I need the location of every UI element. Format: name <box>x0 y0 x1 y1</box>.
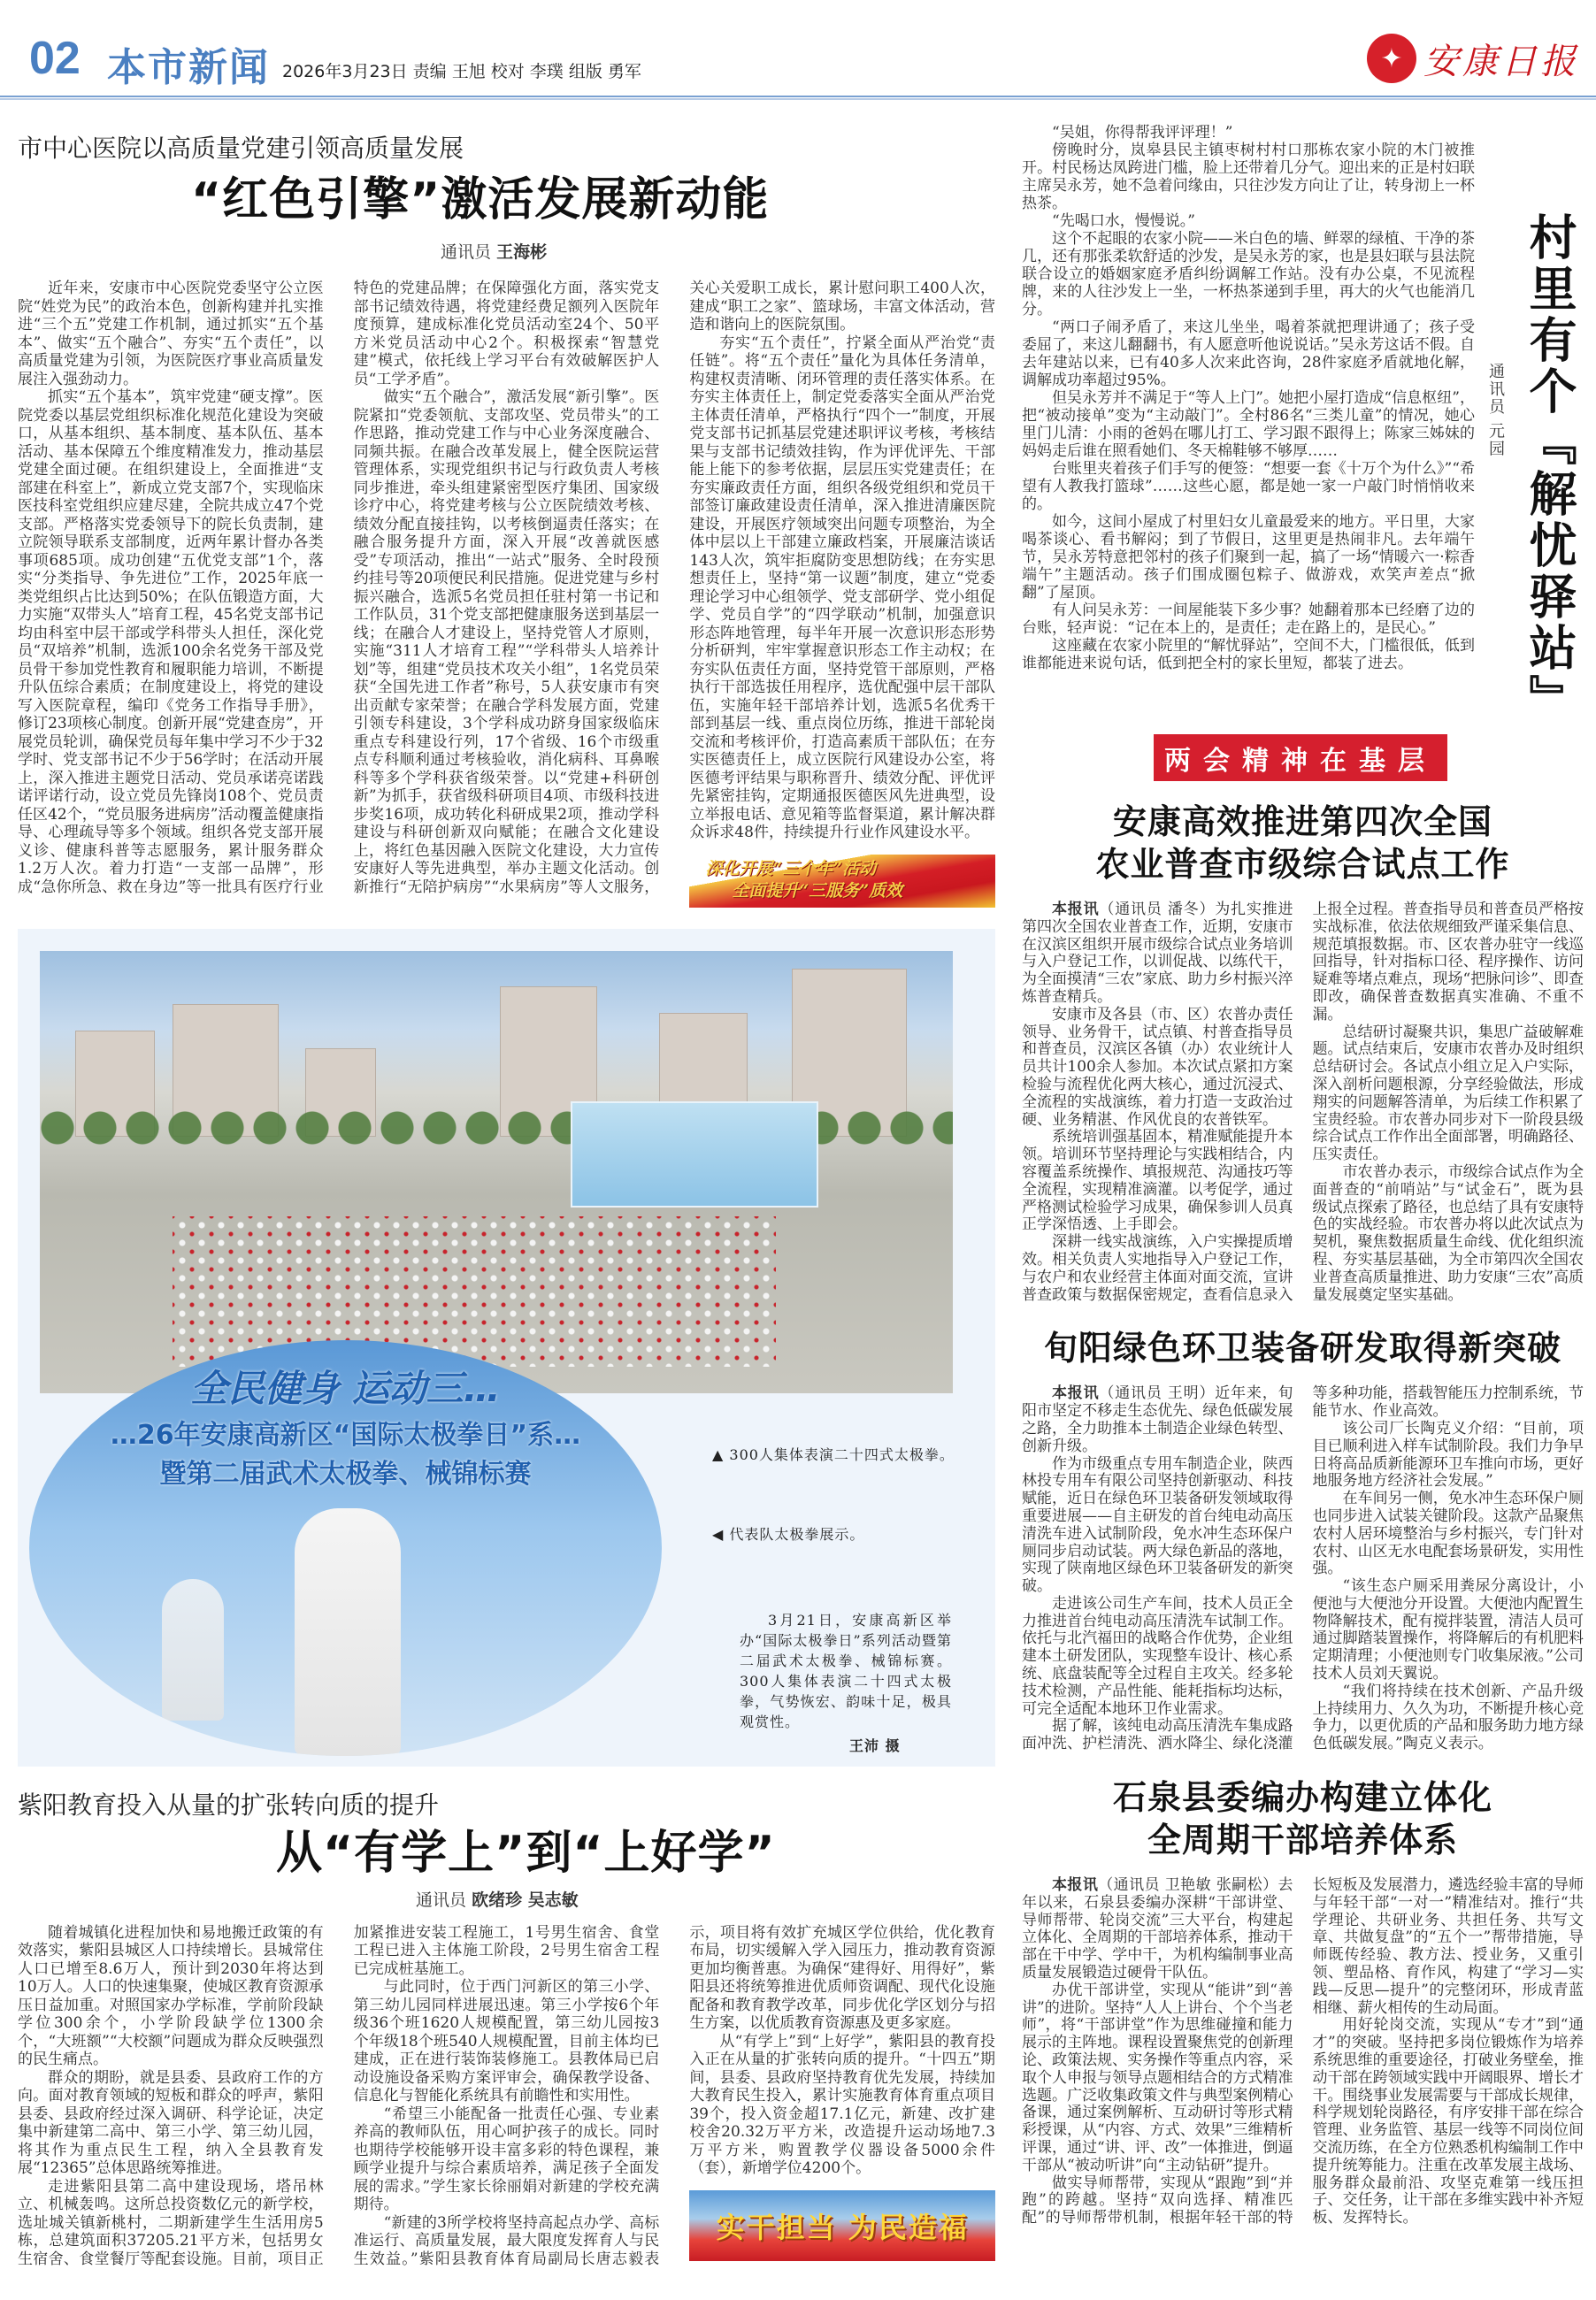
header-divider <box>0 96 1596 100</box>
stage-backdrop <box>571 1101 818 1208</box>
paragraph: 走进紫阳县第二高中建设现场，塔吊林立、机械轰鸣。这所总投资数亿元的新学校，选址城关镇新桃村，二期新建学生生活用房5栋，总建筑面积37205.21平方米，包括男女生宿舍、食堂餐厅等配套设施。目前，项目正加紧推进安装工程施工，1号男生宿舍、食堂工程已进入主体施工阶段，2号男生宿舍工程已完成桩基施工。 <box>18 1923 660 2268</box>
performer-figure <box>162 1579 224 1721</box>
article5-body <box>18 1924 995 2269</box>
byline-name: 欧绪珍 吴志敏 <box>472 1890 579 1910</box>
paragraph: “希望三小能配备一批责任心强、专业素养高的教师队伍，用心呵护孩子的成长。同时也期待学校能够开设丰富多彩的特色课程，兼顾学业提升与综合素质培养，满足孩子全面发展的需求。”学生家长徐丽娟对新建的学校充满期待。 <box>353 2104 660 2213</box>
article2-headline: 村里有个『解忧驿站』 <box>1522 212 1577 725</box>
article1-byline <box>441 241 995 264</box>
article2-byline: 通讯员 元园 <box>1486 363 1505 458</box>
paragraph-text: （通讯员 王明）近年来，旬阳市坚定不移走生态优先、绿色低碳发展之路，全力助推本土制造企业绿色转型、创新升级。 <box>1022 1384 1293 1455</box>
headline-line-1: 石泉县委编办构建立体化 <box>1112 1778 1492 1818</box>
article5-kicker: 紫阳教育投入从量的扩张转向质的提升 <box>18 1790 440 1820</box>
byline-name: 王海彬 <box>496 242 548 262</box>
paragraph: 该公司厂长陶克义介绍：“目前，项目已顺利进入样车试制阶段。我们力争早日将高品质新能源环卫车推向市场，更好地服务地方经济社会发展。” <box>1312 1419 1584 1491</box>
page-number: 02 <box>29 33 81 84</box>
left-column <box>18 133 995 2268</box>
photo-feature <box>18 929 995 1767</box>
paragraph: 有人问吴永芳：一间屋能装下多少事？她翻着那本已经磨了边的台账，轻声说：“记在本上的，是责任；走在路上的，是民心。” <box>1022 602 1475 637</box>
section-title: 本市新闻 <box>107 45 270 90</box>
paragraph <box>1022 1877 1293 1982</box>
byline-role: 通讯员 <box>416 1890 467 1910</box>
backdrop-text-3: 暨第二届武术太极拳、械锦标赛 <box>159 1458 532 1490</box>
paragraph <box>1022 901 1293 1007</box>
paragraph: 与此同时，位于西门河新区的第三小学、第三幼儿园同样进展迅速。第三小学按6个年级36个班1620人规模配置，第三幼儿园按3个年级18个班540人规模配置，目前主体均已建成，正在进行装饰装修施工。县教体局已启动设施设备采购方案评审会，确保教学设备、信息化与智能化系统具有前瞻性和实用性。 <box>353 1978 660 2104</box>
article2-body <box>1022 124 1475 725</box>
paragraph: 抓实“五个基本”，筑牢党建“硬支撑”。医院党委以基层党组织标准化规范化建设为突破口，从基本组织、基本制度、基本队伍、基本活动、基本保障五个维度精准发力，推动基层党建全面过硬。在组织建设上，全面推进“支部建在科室上”，新成立党支部7个，实现临床医技科室党组织应建尽建，全院共成立47个党支部。严格落实党委领导下的院长负责制，建立院领导联系支部制度，近两年累计督办各类事项685项。成功创建“五优党支部”1个，落实“分类指导、争先进位”工作，2025年底一类党组织占比达到50%；在队伍锻造方面，大力实施“双带头人”培育工程，45名党支部书记均由科室中层干部或学科带头人担任，深化党员“双培养”机制，选派100余名党务干部及党员骨干参加党性教育和履职能力培训，不断提升队伍综合素质；在制度建设上，将党的建设写入医院章程，编印《党务工作指导手册》，修订23项核心制度。创新开展“党建查房”，开展党员轮训，确保党员每年集中学习不少于32学时、党支部书记不少于56学时；在活动开展上，深入推进主题党日活动、党员承诺亮诺践诺评诺行动，设立党员先锋岗108个、党员责任区42个，“党员服务进病房”活动覆盖健康指导、心理疏导等多个领域。组织各党支部开展义诊、健康科普等志愿服务，累计服务群众1.2万人次。着力打造“一支部一品牌”，形成“急你所急、救在身边”等一批具有医疗行业特色的党建品牌；在保障强化方面，落实党支部书记绩效待遇，将党建经费足额列入医院年度预算，建成标准化党员活动室24个、50平方米党员活动中心2个。积极探索“智慧党建”模式，依托线上学习平台有效破解医护人员“工学矛盾”。 <box>18 280 660 896</box>
dateline-lead: 本报讯 <box>1052 1876 1099 1895</box>
paragraph: 夯实“五个责任”，拧紧全面从严治党“责任链”。将“五个责任”量化为具体任务清单，构建权责清晰、闭环管理的责任落实体系。在夯实主体责任上，制定党委落实全面从严治党主体责任清单，严格执行“四个一”制度，开展党支部书记抓基层党建述职评议考核，考核结果与支部书记绩效挂钩，作为评优评先、干部能上能下的参考依据，层层压实党建责任；在夯实廉政责任方面，组织各级党组织和党员干部签订廉政建设责任清单，深入推进清廉医院建设，开展医疗领域突出问题专项整治，为全体中层以上干部建立廉政档案，开展廉洁谈话143人次，筑牢拒腐防变思想防线；在夯实思想责任上，坚持“第一议题”制度，建立“党委理论学习中心组领学、党支部研学、党小组促学、党员自学”的“四学联动”机制，加强意识形态阵地管理，每半年开展一次意识形态形势分析研判，牢牢掌握意识形态工作主动权；在夯实队伍责任方面，坚持党管干部原则，严格执行干部选拔任用程序，选优配强中层干部队伍，实施年轻干部培养计划，选派5名优秀干部到基层一线、重点岗位历练，推进干部轮岗交流和考核评价，打造高素质干部队伍；在夯实医德责任上，成立医院行风建设办公室，将医德考评结果与职称晋升、绩效分配、评优评先紧密挂钩，定期通报医德医风先进典型，设立举报电话、意见箱等监督渠道，累计解决群众诉求48件，持续提升行业作风建设水平。 <box>689 334 995 841</box>
paragraph: 台账里夹着孩子们手写的便签：“想要一套《十万个为什么》”“希望有人教我打篮球”……这些心愿，都是她一家一户敲门时悄悄收来的。 <box>1022 460 1475 513</box>
paragraph: 傍晚时分，岚皋县民主镇枣树村村口那栋农家小院的木门被推开。村民杨达凤跨进门槛，脸上还带着几分气。迎出来的正是村妇联主席吴永芳，她不急着问缘由，只往沙发方向让了让，转身沏上一杯热茶。 <box>1022 142 1475 212</box>
paragraph: 如今，这间小屋成了村里妇女儿童最爱来的地方。平日里，大家喝茶谈心、看书解闷；到了节假日，这里更是热闹非凡。去年端午节，吴永芳特意把邻村的孩子们聚到一起，搞了一场“情暖六一·粽香端午”主题活动。孩子们围成圈包粽子、做游戏，欢笑声差点“掀翻”了屋顶。 <box>1022 513 1475 602</box>
dateline-lead: 本报讯 <box>1052 1384 1100 1403</box>
paragraph <box>1022 1385 1293 1455</box>
dateline-lead: 本报讯 <box>1052 901 1100 918</box>
paragraph: 深耕一线实战演练，入户实操提质增效。相关负责人实地指导入户登记工作，与农户和农业经营主体面对面交流，宣讲普查政策与数据保密规定，查看信息录入上报全过程。普查指导员和普查员严格按实战标准，依法依规细致严谨采集信息、规范填报数据。市、区农普办驻守一线巡回指导，针对指标口径、程序操作、访问疑难等堵点难点，现场“把脉问诊”、即查即改，确保普查数据真实准确、不重不漏。 <box>1022 901 1584 1304</box>
article2 <box>1022 124 1584 725</box>
campaign-banner <box>689 855 995 908</box>
paragraph: 但吴永芳并不满足于“等人上门”。她把小屋打造成“信息枢纽”，把“被动接单”变为“主动敲门”。全村86名“三类儿童”的情况，她心里门儿清：小雨的爸妈在哪儿打工、学习跟不跟得上；陈家三姊妹的妈妈走后谁在照看她们、冬天棉鞋够不够厚…… <box>1022 389 1475 460</box>
paragraph: 随着城镇化进程加快和易地搬迁政策的有效落实，紫阳县城区人口持续增长。县城常住人口已增至8.6万人，预计到2030年将达到10万人。人口的快速集聚，使城区教育资源承压日益加重。对照国家办学标准，学前阶段缺学位300余个，小学阶段缺学位1300余个，“大班额”“大校额”问题成为群众反映强烈的民生痛点。 <box>18 1923 324 2068</box>
paragraph: 市农普办表示，市级综合试点作为全面普查的“前哨站”与“试金石”，既为县级试点探索了路径，也总结了具有安康特色的实战经验。市农普办将以此次试点为契机，聚焦数据质量生命线、优化组织流程、夯实基层基础，为全市第四次全国农业普查高质量推进、助力安康“三农”高质量发展奠定坚实基础。 <box>1312 1162 1584 1304</box>
paragraph: 安康市及各县（市、区）农普办责任领导、业务骨干，试点镇、村普查指导员和普查员，汉滨区各镇（办）农业统计人员共计100余人参加。本次试点紧扣方案检验与流程优化两大核心，通过沉浸式、全流程的实战演练，着力打造一支政治过硬、业务精湛、作风优良的农普铁军。 <box>1022 1005 1293 1129</box>
logo-text: 安康日报 <box>1423 41 1579 82</box>
paragraph: 总结研讨凝聚共识，集思广益破解难题。试点结束后，安康市农普办及时组织总结研讨会。各试点小组立足入户实际，深入剖析问题根源，分享经验做法，形成翔实的问题解答清单，为后续工作积累了宝贵经验。市农普办同步对下一阶段县级综合试点工作作出全面部署，明确路径、压实责任。 <box>1312 1023 1584 1164</box>
performers-crowd <box>173 1216 776 1367</box>
paragraph: 在车间另一侧，免水冲生态环保户厕也同步进入试装关键阶段。这款产品聚焦农村人居环境整治与乡村振兴，专门针对农村、山区无水电配套场景研发，实用性强。 <box>1312 1490 1584 1578</box>
paragraph: 用好轮岗交流，实现从“专才”到“通才”的突破。坚持把多岗位锻炼作为培养系统思维的重要途径，打破业务壁垒，推动干部在跨领域实践中开阔眼界、增长才干。围绕事业发展需要与干部成长规律，科学规划轮岗路径，有序安排干部在综合管理、业务监管、基层一线等不同岗位间交流历练，在全方位熟悉机构编制工作中提升统筹能力。注重在改革发展主战场、服务群众最前沿、攻坚克难第一线压担子、交任务，让干部在多维实践中补齐短板、发挥特长。 <box>1312 2016 1584 2227</box>
article3-headline <box>1022 801 1584 886</box>
article6-headline <box>1022 1776 1584 1861</box>
performer-figure <box>295 1508 401 1756</box>
article1-kicker: 市中心医院以高质量党建引领高质量发展 <box>18 134 464 163</box>
photo-caption-1: ▲ 300人集体表演二十四式太极拳。 <box>712 1445 955 1463</box>
photo-taichi-performer <box>29 1340 662 1756</box>
headline-line-1: 安康高效推进第四次全国 <box>1112 802 1492 841</box>
photo-caption-main: 3月21日，安康高新区举办“国际太极拳日”系列活动暨第二届武术太极拳、械锦标赛。300人集体表演二十四式太极拳，气势恢宏、韵味十足，极具观赏性。 <box>740 1611 952 1730</box>
paragraph: 这个不起眼的农家小院——米白色的墙、鲜翠的绿植、干净的茶几，还有那张柔软舒适的沙发，是吴永芳的家，也是县妇联与县法院联合设立的婚姻家庭矛盾纠纷调解工作站。没有办公桌，不见流程牌，来的人往沙发上一坐，一杯热茶递到手里，再大的火气也能消几分。 <box>1022 230 1475 318</box>
byline-role: 通讯员 <box>441 242 492 262</box>
paragraph: 这座藏在农家小院里的“解忧驿站”，空间不大，门槛很低，低到谁都能进来说句话，低到把全村的家长里短，都装了进去。 <box>1022 637 1475 672</box>
article1-headline: “红色引擎”激活发展新动能 <box>191 173 770 226</box>
photo-caption-2: ◀ 代表队太极拳展示。 <box>712 1525 865 1543</box>
article5-headline: 从“有学上”到“上好学” <box>276 1826 776 1880</box>
paragraph: 从“有学上”到“上好学”，紫阳县的教育投入正在从量的扩张转向质的提升。“十四五”期间，县委、县政府坚持教育优先发展，持续加大教育民生投入，累计实施教育体育重点项目39个，投入资金超17.1亿元，新建、改扩建校舍20.32万平方米，改造提升运动场地7.3万平方米，购置教学仪器设备5000余件（套），新增学位4200个。 <box>689 2032 995 2177</box>
paragraph: “吴姐，你得帮我评评理！” <box>1052 124 1233 142</box>
paragraph: 做实导师帮带，实现从“跟跑”到“并跑”的跨越。坚持“双向选择、精准匹配”的导师帮带机制，根据年轻干部的特长短板及发展潜力，遴选经验丰富的导师与年轻干部“一对一”精准结对。推行“共学理论、共研业务、共担任务、共写文章、共做复盘”的“五个一”帮带措施，导师既传经验、教方法、授业务，又重引领、塑品格、育作风，构建了“学习—实践—反思—提升”的完整闭环，形成青蓝相继、薪火相传的生动局面。 <box>1022 1876 1584 2227</box>
paragraph: “新建的3所学校将坚持高起点办学、高标准运行、高质量发展，最大限度发挥育人与民生效益。”紫阳县教育体育局副局长唐志毅表示，项目将有效扩充城区学位供给，优化教育布局，切实缓解入学入园压力，推动教育资源更加均衡普惠。为确保“建得好、用得好”，紫阳县还将统筹推进优质师资调配、现代化设施配备和教育教学改革，同步优化学区划分与招生方案，以优质教育资源惠及更多家庭。 <box>353 1923 995 2268</box>
article5-byline <box>416 1889 995 1912</box>
logo-dove-icon: ✦ <box>1367 34 1416 83</box>
photo-credit: 王沛 摄 <box>849 1736 901 1754</box>
paragraph: 做实“五个融合”，激活发展“新引擎”。医院紧扣“党委领航、支部攻坚、党员带头”的工作思路，推动党建工作与中心业务深度融合、同频共振。在融合改革发展上，健全医院运营管理体系，实现党组织书记与行政负责人考核同步推进，牵头组建紧密型医疗集团、国家级诊疗中心，将党建考核与公立医院绩效考核、绩效分配直接挂钩，以考核倒逼责任落实；在融合服务提升方面，深入开展“改善就医感受”专项活动，推出“一站式”服务、全时段预约挂号等20项便民利民措施。促进党建与乡村振兴融合，选派5名党员担任驻村第一书记和工作队员，31个党支部把健康服务送到基层一线；在融合人才建设上，坚持党管人才原则，实施“311人才培育工程”“学科带头人培养计划”等，组建“党员技术攻关小组”，1名党员荣获“全国先进工作者”称号，5人获安康市有突出贡献专家荣誉；在融合学科发展方面，党建引领专科建设，3个学科成功跻身国家级临床重点专科建设行列，17个省级、16个市级重点专科顺利通过考核验收，消化病科、耳鼻喉科等多个学科获省级荣誉。以“党建+科研创新”为抓手，获省级科研项目4项、市级科技进步奖16项，成功转化科研成果2项，推动学科建设与科研创新双向赋能；在融合文化建设上，将红色基因融入医院文化建设，大力宣传安康好人等先进典型，举办主题文化活动。创新推行“无陪护病房”“水果病房”等人文服务，关心关爱职工成长，累计慰问职工400人次，建成“职工之家”、篮球场，丰富文体活动，营造和谐向上的医院氛围。 <box>353 280 995 896</box>
headline-line-2: 农业普查市级综合试点工作 <box>1095 845 1510 884</box>
paragraph: 走进该公司生产车间，技术人员正全力推进首台纯电动高压清洗车试制工作。依托与北汽福田的战略合作优势，企业组建本土研发团队，实现整车设计、核心系统、底盘装配等全过程自主攻关。经多轮技术检测，产品性能、能耗指标均达标，可完全适配本地环卫作业需求。 <box>1022 1594 1293 1718</box>
column-label-badge: 两会精神在基层 <box>1154 734 1447 781</box>
article3-body <box>1022 901 1584 1304</box>
paragraph: 作为市级重点专用车制造企业，陕西林投专用车有限公司坚持创新驱动、科技赋能，近日在绿色环卫装备研发领域取得重要进展——自主研发的首台纯电动高压清洗车进入试制阶段，免水冲生态环保户厕同步启动试装。两大绿色新品的落地，实现了陕南地区绿色环卫装备研发的新突破。 <box>1022 1454 1293 1596</box>
paragraph: 近年来，安康市中心医院党委坚守公立医院“姓党为民”的政治本色，创新构建并扎实推进“三个五”党建工作机制，通过抓实“五个基本”、做实“五个融合”、夯实“五个责任”，以高质量党建为引领，为医院医疗事业高质量发展注入强劲动力。 <box>18 280 324 388</box>
newspaper-logo <box>1367 32 1584 85</box>
paragraph: 群众的期盼，就是县委、县政府工作的方向。面对教育领域的短板和群众的呼声，紫阳县委、县政府经过深入调研、科学论证，决定集中新建第二高中、第三小学、第三幼儿园，将其作为重点民生工程，纳入全县教育发展“12365”总体思路统筹推进。 <box>18 2068 324 2177</box>
paragraph: “两口子闹矛盾了，来这儿坐坐，喝着茶就把理讲通了；孩子受委屈了，来这儿翻翻书，有人愿意听他说说话。”吴永芳这话不假。自去年建站以来，已有40多人次来此咨询，28件家庭矛盾就地化解，调解成功率超过95%。 <box>1022 318 1475 389</box>
article6-body <box>1022 1877 1584 2227</box>
paragraph: “该生态户厕采用粪尿分离设计，小便池与大便池分开设置。大便池内配置生物降解技术，配有搅拌装置，清洁人员可通过脚踏装置操作，将降解后的有机肥料定期清理；小便池则专门收集尿液。”公司技术人员刘天翼说。 <box>1312 1577 1584 1683</box>
right-column <box>1022 124 1584 2227</box>
paragraph-text: （通讯员 卫艳敏 张嗣松）去年以来，石泉县委编办深耕“干部讲堂、导师帮带、轮岗交流”三大平台，构建起立体化、全周期的干部培养体系，推动干部在干中学、学中干，为机构编制事业高质量发展锻造过硬骨干队伍。 <box>1022 1876 1293 1982</box>
article1-body <box>18 280 995 908</box>
headline-line-2: 全周期干部培养体系 <box>1147 1821 1458 1860</box>
backdrop-text-1: 全民健身 运动三… <box>190 1366 501 1410</box>
edition-meta: 2026年3月23日 责编 王旭 校对 李璞 组版 勇军 <box>282 62 641 81</box>
photo-taichi-group <box>40 951 953 1393</box>
paragraph: 据了解，该纯电动高压清洗车集成路面冲洗、护栏清洗、洒水降尘、绿化浇灌等多种功能，搭载智能压力控制系统，节能节水、作业高效。 <box>1022 1384 1584 1753</box>
paragraph: 办优干部讲堂，实现从“能讲”到“善讲”的进阶。坚持“人人上讲台、个个当老师”，将“干部讲堂”作为思维碰撞和能力展示的主阵地。课程设置聚焦党的创新理论、政策法规、实务操作等重点内容，采取个人申报与领导点题相结合的方式精准选题。广泛收集政策文件与典型案例精心备课，通过案例解析、互动研讨等形式精彩授课，从“内容、方式、效果”三维精析评课，通过“讲、评、改”一体推进，倒逼干部从“被动听讲”向“主动钻研”提升。 <box>1022 1981 1293 2174</box>
paragraph-text: （通讯员 潘冬）为扎实推进第四次全国农业普查工作，近期，安康市在汉滨区组织开展市级综合试点业务培训与入户登记工作，以训促战、以练代干，为全面摸清“三农”家底、助力乡村振兴淬炼普查精兵。 <box>1022 901 1293 1006</box>
paragraph: 系统培训强基固本，精准赋能提升本领。培训环节坚持理论与实践相结合，内容覆盖系统操作、填报规范、沟通技巧等全流程，实现精准滴灌。以考促学，通过严格测试检验学习成果，确保参训人员真正学深悟透、上手即会。 <box>1022 1128 1293 1234</box>
article4-body <box>1022 1385 1584 1753</box>
backdrop-text-2: …26年安康高新区“国际太极拳日”系… <box>110 1419 581 1451</box>
banner-line-2: 全面提升“三服务”质效 <box>732 880 903 901</box>
paragraph: “我们将持续在技术创新、产品升级上持续用力、久久为功，不断提升核心竞争力，以更优质的产品和服务助力地方绿色低碳发展。”陶克义表示。 <box>1312 1682 1584 1753</box>
paragraph: “先喝口水，慢慢说。” <box>1052 212 1195 230</box>
slogan-banner: 实干担当 为民造福 <box>689 2190 995 2261</box>
banner-line-1: 深化开展“三个年”活动 <box>705 858 877 878</box>
article4-headline: 旬阳绿色环卫装备研发取得新突破 <box>1043 1329 1561 1368</box>
